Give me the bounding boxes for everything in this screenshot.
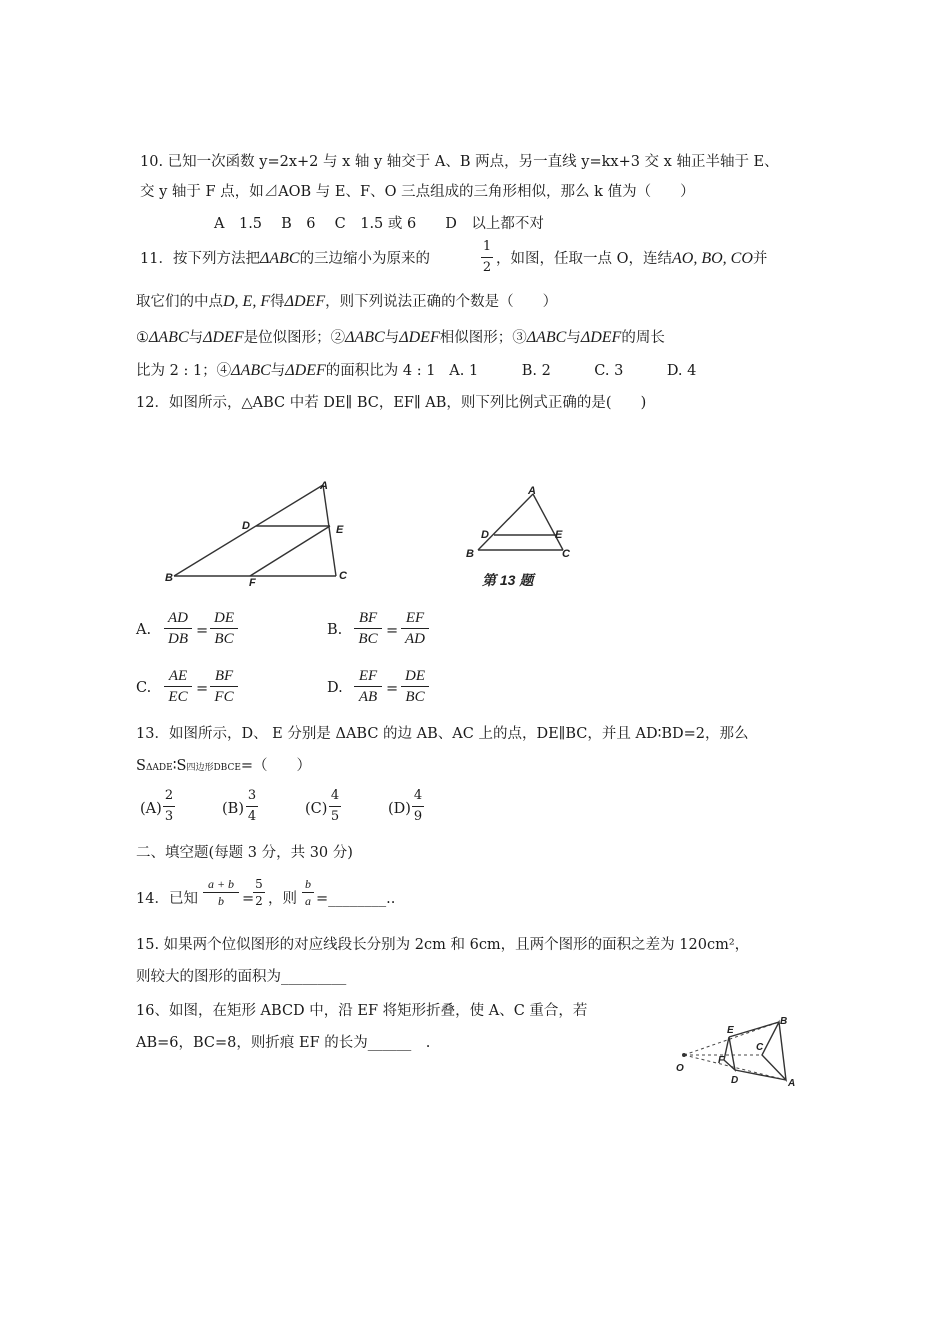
q13-option-d-frac bbox=[412, 787, 424, 826]
q11-s1g: 的周长 bbox=[621, 330, 665, 346]
fig13-label-d: D bbox=[481, 529, 489, 541]
q14-mid: ，则 bbox=[268, 891, 297, 907]
q11-tri-def: ΔDEF bbox=[285, 362, 326, 379]
section-heading-fill-in: 二、填空题(每题 3 分，共 30 分) bbox=[136, 845, 353, 861]
q12-stem: 12．如图所示，△ABC 中若 DE∥ BC，EF∥ AB，则下列比例式正确的是( ) bbox=[136, 395, 647, 411]
fraction-numerator: BF bbox=[214, 668, 234, 684]
q11-tri-abc: ΔABC bbox=[149, 329, 189, 346]
q13-option-c-label: (C) bbox=[305, 801, 328, 817]
figure-16 bbox=[674, 1010, 814, 1090]
fraction-denominator: 5 bbox=[330, 809, 340, 824]
fig16-segment-eb bbox=[729, 1022, 779, 1037]
q10-options: A 1.5 B 6 C 1.5 或 6 D 以上都不对 bbox=[214, 216, 544, 232]
fraction-bar bbox=[401, 686, 429, 687]
fig13-side-ab bbox=[478, 494, 533, 550]
q11-s1a: ① bbox=[136, 330, 149, 346]
fraction-numerator: 2 bbox=[164, 788, 174, 803]
fraction-denominator: AB bbox=[358, 689, 378, 705]
fig16-point-o bbox=[682, 1053, 686, 1057]
fig16-label-c: C bbox=[756, 1042, 764, 1053]
fig16-label-b: B bbox=[780, 1016, 788, 1027]
fraction-denominator: FC bbox=[214, 689, 234, 705]
q13-sub-ade: ΔADE bbox=[145, 763, 173, 773]
q11-text-b: 的三边缩小为原来的 bbox=[299, 251, 431, 267]
q14-equals: = bbox=[242, 891, 255, 907]
fig12-label-e: E bbox=[336, 524, 344, 536]
q11-segments: AO, BO, CO bbox=[672, 250, 753, 267]
q13-option-a-frac bbox=[163, 787, 175, 826]
q11-tri-def: ΔDEF bbox=[399, 329, 440, 346]
fig16-label-d: D bbox=[731, 1075, 739, 1086]
fraction-bar bbox=[246, 806, 258, 807]
q10-line2: 交 y 轴于 F 点，如⊿AOB 与 E、F、O 三点组成的三角形相似，那么 k 值为（ ） bbox=[140, 184, 695, 200]
q13-option-a-label: (A) bbox=[140, 801, 162, 817]
fraction-numerator: 4 bbox=[330, 788, 340, 803]
fig13-label-a: A bbox=[528, 485, 536, 497]
q11-s1c: 是位似图形；② bbox=[243, 330, 346, 346]
fraction-numerator: AD bbox=[168, 610, 188, 626]
q11-options: A. 1 B. 2 C. 3 D. 4 bbox=[449, 363, 697, 379]
q11-tri-def: ΔDEF bbox=[284, 293, 326, 310]
fraction-numerator: b bbox=[305, 877, 311, 891]
q12-option-c-label: C. bbox=[136, 680, 152, 696]
fraction-numerator: DE bbox=[214, 610, 234, 626]
q14-frac-5-over-2 bbox=[253, 877, 265, 908]
q12-option-a-frac1 bbox=[164, 609, 192, 648]
q13-line1: 13．如图所示，D、 E 分别是 ΔABC 的边 AB、AC 上的点，DE∥BC，并且 AD∶BD=2，那么 bbox=[136, 726, 749, 742]
q15-line1: 15. 如果两个位似图形的对应线段长分别为 2cm 和 6cm，且两个图形的面积之差为 120cm²， bbox=[136, 937, 750, 953]
q12-option-a-equals: = bbox=[196, 623, 209, 639]
q14-frac-a-plus-b-over-b bbox=[203, 877, 239, 908]
q16-line1: 16、如图，在矩形 ABCD 中，沿 EF 将矩形折叠，使 A、C 重合，若 bbox=[136, 1003, 588, 1019]
q13-sub-dbce: 四边形DBCE bbox=[186, 763, 241, 773]
fraction-denominator: AD bbox=[405, 631, 425, 647]
q12-option-d-frac2 bbox=[401, 667, 429, 706]
q14-answer-blank[interactable]: =________.. bbox=[316, 891, 396, 907]
q11-tri-abc: ΔABC bbox=[259, 250, 300, 267]
q11-def-points: D, E, F bbox=[223, 293, 271, 310]
fraction-denominator: 9 bbox=[413, 809, 423, 824]
q14-prefix: 14．已知 bbox=[136, 891, 198, 907]
fraction-bar bbox=[163, 806, 175, 807]
fig12-label-a: A bbox=[320, 480, 328, 492]
fig12-label-d: D bbox=[242, 520, 250, 532]
q11-tri-def: ΔDEF bbox=[203, 329, 244, 346]
q11-tri-def: ΔDEF bbox=[580, 329, 622, 346]
fraction-bar bbox=[412, 806, 424, 807]
q12-option-c-equals: = bbox=[196, 681, 209, 697]
fig12-segment-ef bbox=[250, 526, 330, 576]
q11-text-d: 并 bbox=[752, 251, 768, 267]
fraction-bar bbox=[203, 892, 239, 893]
fig13-label-b: B bbox=[466, 548, 474, 560]
q12-option-a-label: A. bbox=[136, 622, 152, 638]
fig16-label-f: F bbox=[718, 1055, 725, 1066]
q12-option-b-label: B. bbox=[327, 622, 343, 638]
fig13-caption: 第 13 题 bbox=[482, 572, 534, 588]
fraction-bar bbox=[481, 257, 493, 258]
fig16-large-triangle bbox=[762, 1022, 786, 1080]
fraction-denominator: 2 bbox=[255, 894, 263, 908]
fraction-denominator: 3 bbox=[164, 809, 174, 824]
q14-frac-b-over-a bbox=[302, 877, 314, 908]
q13-tail: =（ ） bbox=[240, 758, 312, 774]
q11-s1d: 与 bbox=[384, 330, 400, 346]
q11-s1e: 相似图形；③ bbox=[439, 330, 527, 346]
q11-line2 bbox=[136, 292, 557, 311]
figure-12 bbox=[160, 475, 360, 587]
fig12-label-b: B bbox=[165, 572, 173, 584]
fig16-label-e: E bbox=[727, 1025, 734, 1036]
fraction-numerator: a + b bbox=[207, 877, 235, 891]
fraction-bar bbox=[354, 628, 382, 629]
q11-line1-cont bbox=[496, 249, 767, 268]
q11-statements-line2 bbox=[136, 361, 696, 380]
fraction-numerator: 5 bbox=[255, 877, 263, 891]
q10-line1: 10. 已知一次函数 y=2x+2 与 x 轴 y 轴交于 A、B 两点，另一直线 y=kx+3 交 x 轴正半轴于 E、 bbox=[140, 154, 779, 170]
q11-s2c: 的面积比为 4 : 1 bbox=[325, 363, 436, 379]
fraction-numerator: 1 bbox=[482, 239, 492, 254]
q13-option-b-label: (B) bbox=[222, 801, 244, 817]
fraction-bar bbox=[354, 686, 382, 687]
q11-text-a: 11．按下列方法把 bbox=[140, 251, 260, 267]
fraction-bar bbox=[210, 686, 238, 687]
fraction-bar bbox=[164, 686, 192, 687]
q15-line2: 则较大的图形的面积为_________ bbox=[136, 969, 347, 985]
fraction-numerator: 3 bbox=[247, 788, 257, 803]
fraction-bar bbox=[302, 892, 314, 893]
fig13-side-ac bbox=[533, 494, 563, 550]
q13-option-c-frac bbox=[329, 787, 341, 826]
q12-option-a-frac2 bbox=[210, 609, 238, 648]
q11-half-fraction bbox=[481, 238, 493, 277]
fraction-denominator: BC bbox=[214, 631, 234, 647]
q11-text-f: 得 bbox=[270, 294, 285, 310]
q12-option-c-frac1 bbox=[164, 667, 192, 706]
q12-option-d-label: D. bbox=[327, 680, 343, 696]
q11-s1b: 与 bbox=[188, 330, 204, 346]
fraction-denominator: DB bbox=[168, 631, 188, 647]
q11-text-e: 取它们的中点 bbox=[136, 294, 223, 310]
fig16-label-a: A bbox=[788, 1078, 796, 1089]
fraction-denominator: 2 bbox=[482, 260, 492, 275]
q12-option-b-frac1 bbox=[354, 609, 382, 648]
fraction-denominator: EC bbox=[168, 689, 188, 705]
q11-text-g: ，则下列说法正确的个数是（ ） bbox=[325, 294, 558, 310]
fig12-label-c: C bbox=[339, 570, 347, 582]
fraction-bar bbox=[401, 628, 429, 629]
q12-option-d-equals: = bbox=[386, 681, 399, 697]
figure-13 bbox=[458, 484, 588, 592]
fraction-bar bbox=[164, 628, 192, 629]
fraction-numerator: 4 bbox=[413, 788, 423, 803]
fraction-denominator: 4 bbox=[247, 809, 257, 824]
q11-s1f: 与 bbox=[566, 330, 581, 346]
q12-option-d-frac1 bbox=[354, 667, 382, 706]
q13-s1: S bbox=[136, 758, 146, 774]
fraction-numerator: DE bbox=[405, 668, 425, 684]
fraction-bar bbox=[329, 806, 341, 807]
q11-tri-abc: ΔABC bbox=[345, 329, 385, 346]
fig16-label-o: O bbox=[676, 1063, 684, 1074]
fraction-denominator: a bbox=[305, 894, 311, 908]
fraction-denominator: BC bbox=[405, 689, 425, 705]
fraction-numerator: BF bbox=[358, 610, 378, 626]
q12-option-c-frac2 bbox=[210, 667, 238, 706]
fig12-label-f: F bbox=[249, 577, 256, 587]
q11-tri-abc: ΔABC bbox=[231, 362, 271, 379]
q11-text-c: ，如图，任取一点 O，连结 bbox=[496, 251, 672, 267]
q11-s2b: 与 bbox=[270, 363, 286, 379]
fraction-numerator: AE bbox=[168, 668, 188, 684]
fraction-numerator: EF bbox=[358, 668, 378, 684]
fraction-denominator: b bbox=[218, 894, 224, 908]
q11-line1 bbox=[140, 249, 430, 268]
fraction-denominator: BC bbox=[358, 631, 378, 647]
q11-statements-line1 bbox=[136, 328, 665, 347]
q11-s2a: 比为 2 : 1；④ bbox=[136, 363, 232, 379]
fig13-label-c: C bbox=[562, 548, 570, 560]
fig13-label-e: E bbox=[555, 529, 563, 541]
q12-option-b-frac2 bbox=[401, 609, 429, 648]
q13-colon-s: ∶S bbox=[172, 758, 187, 774]
fraction-bar bbox=[210, 628, 238, 629]
q13-option-d-label: (D) bbox=[388, 801, 411, 817]
fig12-side-ac bbox=[323, 485, 336, 576]
q12-option-b-equals: = bbox=[386, 623, 399, 639]
q13-line2 bbox=[136, 758, 311, 775]
q13-option-b-frac bbox=[246, 787, 258, 826]
fraction-numerator: EF bbox=[405, 610, 425, 626]
q11-tri-abc: ΔABC bbox=[526, 329, 567, 346]
fraction-bar bbox=[253, 892, 265, 893]
q16-line2: AB=6，BC=8，则折痕 EF 的长为______ . bbox=[136, 1035, 431, 1051]
